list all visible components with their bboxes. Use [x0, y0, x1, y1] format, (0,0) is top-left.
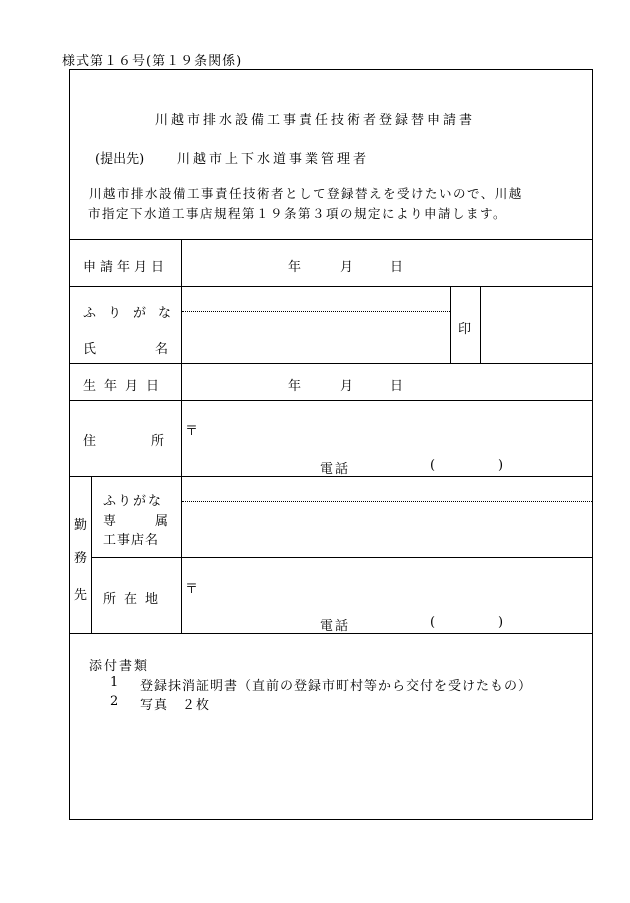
attachment-2-number: 2	[110, 694, 119, 709]
location-phone-paren-close: )	[498, 615, 504, 630]
name-label-first: 氏	[83, 342, 97, 357]
phone-label: 電話	[320, 462, 351, 477]
divider-header	[69, 239, 593, 240]
seal-box-right	[480, 286, 481, 363]
attachment-2-text: 写真 ２枚	[140, 698, 211, 713]
location-postal-mark: 〒	[185, 582, 199, 597]
address-label-second: 所	[151, 434, 165, 449]
shop-label-first: 専	[103, 514, 117, 529]
seal-box-left	[450, 286, 451, 363]
application-date-label: 申請年月日	[83, 260, 169, 275]
shop-furigana-dotted-line	[182, 501, 592, 502]
addressee-name: 川越市上下水道事業管理者	[177, 152, 370, 167]
phone-paren-close: )	[498, 458, 504, 473]
workplace-side-char-3: 先	[74, 588, 88, 603]
statement-line-1: 川越市排水設備工事責任技術者として登録替えを受けたいので、川越	[89, 186, 523, 201]
birth-date-month: 月	[340, 379, 354, 394]
form-number: 様式第１６号(第１９条関係)	[62, 54, 243, 69]
furigana-label: ふりがな	[83, 306, 184, 321]
location-label: 所在地	[103, 592, 167, 607]
workplace-side-divider	[91, 476, 92, 633]
divider-name	[69, 363, 593, 364]
application-date-day: 日	[390, 260, 404, 275]
form-title: 川越市排水設備工事責任技術者登録替申請書	[154, 113, 475, 128]
attachments-heading: 添付書類	[89, 659, 150, 674]
birth-date-label: 生年月日	[83, 379, 168, 394]
shop-furigana-label: ふりがな	[103, 494, 164, 509]
name-label-second: 名	[155, 342, 169, 357]
location-phone-paren-open: (	[430, 615, 436, 630]
label-column-divider	[181, 239, 182, 633]
workplace-side-char-1: 勤	[74, 518, 88, 533]
birth-date-year: 年	[288, 379, 302, 394]
workplace-side-char-2: 務	[74, 551, 88, 566]
address-label-first: 住	[83, 434, 97, 449]
divider-birth	[69, 400, 593, 401]
shop-label-second: 属	[155, 514, 169, 529]
birth-date-day: 日	[390, 379, 404, 394]
phone-paren-open: (	[430, 458, 436, 473]
application-date-month: 月	[340, 260, 354, 275]
statement-line-2: 市指定下水道工事店規程第１９条第３項の規定により申請します。	[88, 206, 508, 221]
divider-shop	[91, 557, 593, 558]
shop-name-label: 工事店名	[103, 533, 160, 548]
divider-date	[69, 286, 593, 287]
attachment-1-text: 登録抹消証明書（直前の登録市町村等から交付を受けたもの）	[140, 679, 533, 694]
postal-mark: 〒	[185, 424, 199, 439]
furigana-dotted-line	[182, 311, 450, 312]
application-date-year: 年	[288, 260, 302, 275]
location-phone-label: 電話	[320, 619, 351, 634]
addressee-prefix: (提出先)	[95, 152, 145, 167]
attachment-1-number: 1	[110, 675, 119, 690]
seal-mark: 印	[458, 322, 472, 337]
